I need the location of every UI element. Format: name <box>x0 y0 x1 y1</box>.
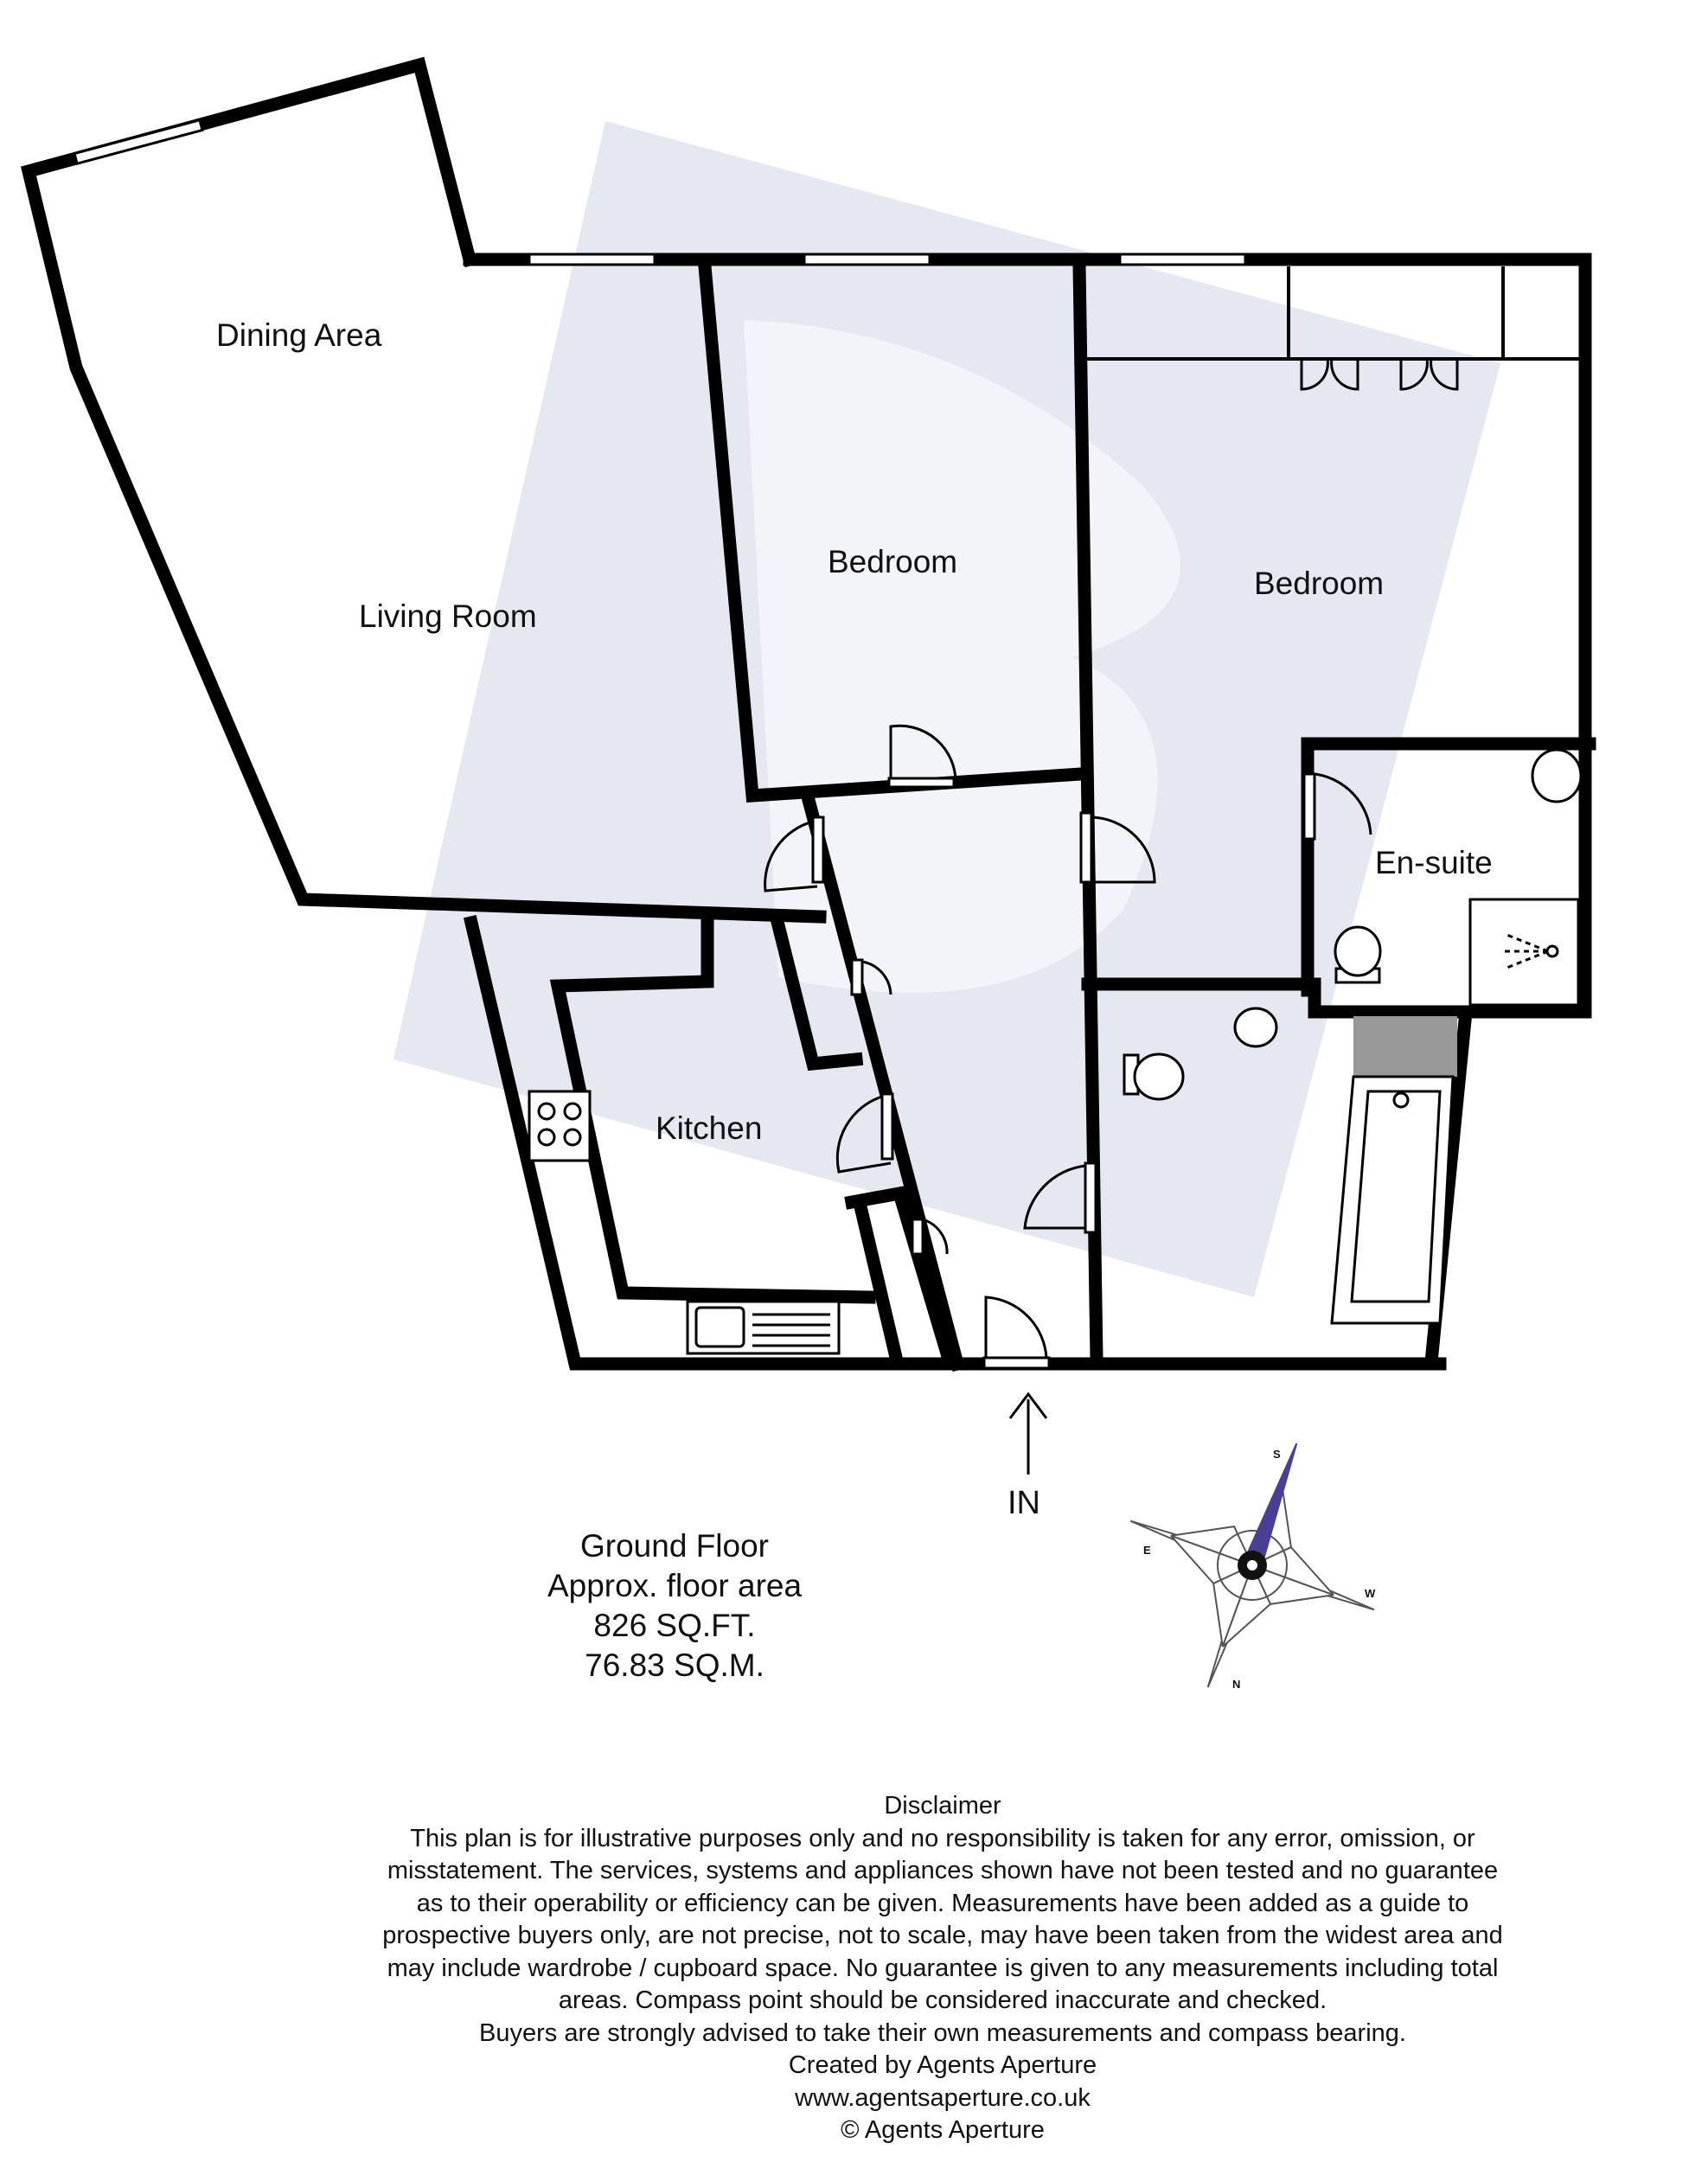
area-sq-ft: 826 SQ.FT. <box>593 1608 756 1643</box>
bathtub <box>1332 1077 1453 1323</box>
entrance-arrow <box>1010 1394 1046 1475</box>
area-sq-m: 76.83 SQ.M. <box>585 1647 764 1683</box>
disclaimer-line: areas. Compass point should be considered inaccurate and checked. <box>558 1986 1327 2014</box>
compass-east-label: E <box>1143 1544 1151 1557</box>
compass-south-label: S <box>1273 1448 1281 1461</box>
window <box>804 254 930 265</box>
window <box>529 254 655 265</box>
window <box>74 120 202 163</box>
kitchen-sink <box>688 1302 839 1353</box>
disclaimer-line: misstatement. The services, systems and appliances shown have not been tested and no guarantee <box>387 1857 1499 1884</box>
cupboard-walls-2 <box>860 1206 895 1353</box>
shower-tray <box>1470 899 1578 1005</box>
room-label-kitchen: Kitchen <box>656 1110 763 1146</box>
disclaimer-line: Buyers are strongly advised to take their own measurements and compass bearing. <box>479 2018 1406 2047</box>
floor-name: Ground Floor <box>580 1528 769 1564</box>
copyright-line: © Agents Aperture <box>841 2116 1045 2144</box>
bathroom-toilet <box>1124 1054 1183 1099</box>
room-label-en-suite: En-suite <box>1375 845 1493 880</box>
bath-alcove <box>1353 1016 1457 1077</box>
hob <box>529 1091 590 1161</box>
room-label-dining-area: Dining Area <box>216 317 382 353</box>
disclaimer-line: may include wardrobe / cupboard space. No guarantee is given to any measurements including total <box>387 1954 1499 1982</box>
credit-line: Created by Agents Aperture <box>788 2051 1097 2079</box>
room-label-living-room: Living Room <box>359 598 537 634</box>
floor-area-summary <box>484 1526 865 1686</box>
disclaimer-line: as to their operability or efficiency can be given. Measurements have been added as a guide to <box>416 1889 1469 1917</box>
room-label-bedroom-1: Bedroom <box>828 544 958 579</box>
room-label-bedroom-2: Bedroom <box>1254 566 1385 601</box>
disclaimer-heading: Disclaimer <box>884 1792 1001 1820</box>
disclaimer-line: This plan is for illustrative purposes only and no responsibility is taken for any error, omission, or <box>410 1824 1475 1852</box>
compass-rose <box>1086 1399 1419 1732</box>
window <box>1120 254 1245 265</box>
compass-west-label: W <box>1365 1587 1376 1600</box>
entrance-label: IN <box>1008 1485 1040 1521</box>
bathroom-basin <box>1235 1008 1276 1046</box>
area-label: Approx. floor area <box>547 1568 803 1603</box>
website-link[interactable]: www.agentsaperture.co.uk <box>795 2083 1091 2112</box>
disclaimer <box>259 1790 1626 2147</box>
ensuite-toilet <box>1335 927 1380 982</box>
compass-north-label: N <box>1232 1678 1241 1691</box>
disclaimer-line: prospective buyers only, are not precise, not to scale, may have been taken from the widest area and <box>382 1922 1503 1949</box>
front-door <box>984 1297 1049 1368</box>
ensuite-basin <box>1531 750 1583 804</box>
